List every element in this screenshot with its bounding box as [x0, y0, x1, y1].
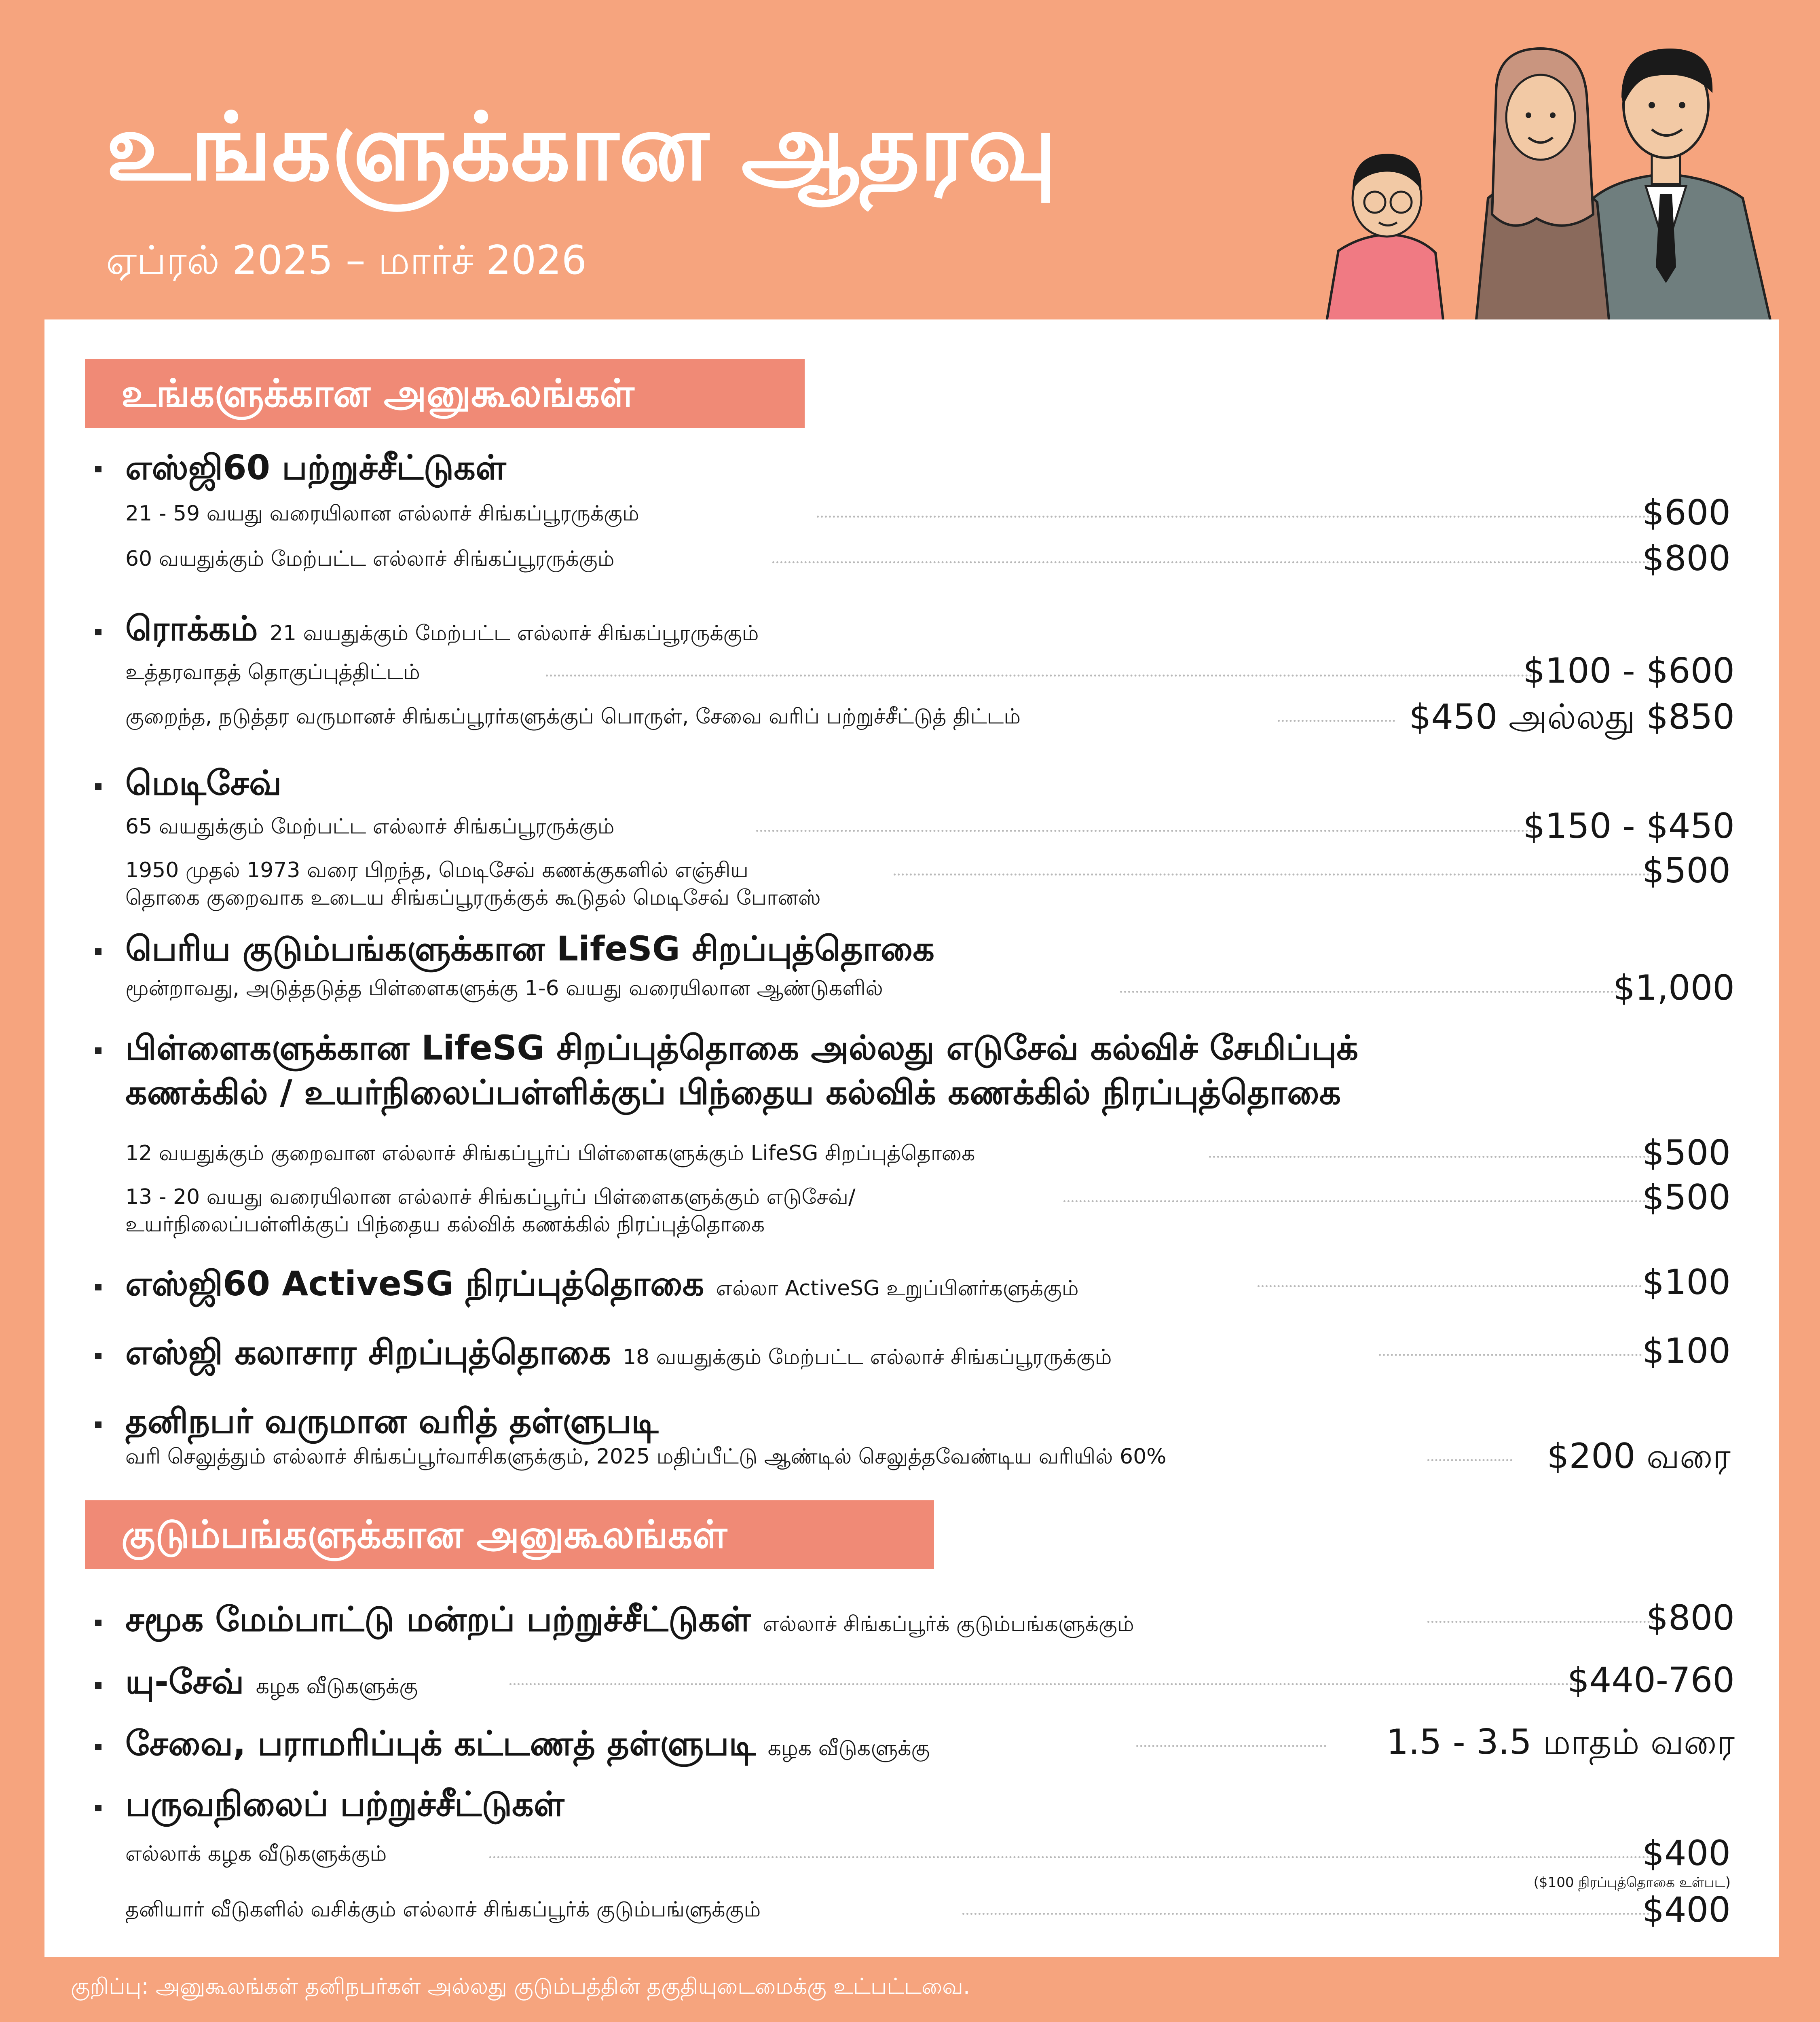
individual-benefits-heading: உங்களுக்கான அனுகூலங்கள் — [85, 359, 805, 428]
dotted-leader — [756, 830, 1533, 832]
dotted-leader — [1136, 1745, 1326, 1747]
amount-value: $450 அல்லது $850 — [1409, 697, 1735, 737]
item-title-scc-rebate: சேவை, பராமரிப்புக் கட்டணத் தள்ளுபடி கழக வீடுகளுக்கு — [125, 1724, 930, 1763]
amount-value: $400 — [1642, 1890, 1731, 1930]
bullet-icon — [95, 1047, 101, 1054]
amount-value: $200 வரை — [1547, 1436, 1731, 1476]
item-title-sg60-vouchers: எஸ்ஜி60 பற்றுச்சீட்டுகள் — [125, 448, 506, 487]
item-title-cash: ரொக்கம் 21 வயதுக்கும் மேற்பட்ட எல்லாச் சிங்கப்பூரருக்கும் — [125, 609, 759, 648]
line-label: 1950 முதல் 1973 வரை பிறந்த, மெடிசேவ் கணக்குகளில் எஞ்சிய — [125, 858, 749, 882]
child-figure — [1326, 154, 1444, 324]
inline-description: 18 வயதுக்கும் மேற்பட்ட எல்லாச் சிங்கப்பூரருக்கும் — [622, 1345, 1112, 1369]
amount-value: 1.5 - 3.5 மாதம் வரை — [1386, 1722, 1735, 1762]
amount-value: $600 — [1642, 493, 1731, 533]
bullet-icon — [95, 629, 101, 635]
dotted-leader — [894, 874, 1654, 876]
dotted-leader — [546, 675, 1533, 677]
line-label: தனியார் வீடுகளில் வசிக்கும் எல்லாச் சிங்கப்பூர்க் குடும்பங்ளுக்கும் — [125, 1897, 761, 1922]
dotted-leader — [1427, 1621, 1654, 1623]
bullet-icon — [95, 466, 101, 472]
dotted-leader — [509, 1683, 1577, 1685]
item-title-u-save: யு-சேவ் கழக வீடுகளுக்கு — [125, 1662, 418, 1701]
amount-value: $800 — [1642, 538, 1731, 579]
dotted-leader — [1120, 991, 1630, 993]
amount-note: ($100 நிரப்புத்தொகை உள்பட) — [1533, 1874, 1731, 1891]
dotted-leader — [772, 561, 1658, 563]
bullet-icon — [95, 1682, 101, 1689]
dotted-leader — [1258, 1285, 1642, 1287]
amount-value: $150 - $450 — [1523, 806, 1735, 846]
item-title-children-credits-continued: கணக்கில் / உயர்நிலைப்பள்ளிக்குப் பிந்தைய கல்விக் கணக்கில் நிரப்புத்தொகை — [125, 1072, 1341, 1112]
item-title-tax-rebate: தனிநபர் வருமான வரித் தள்ளுபடி — [125, 1401, 659, 1441]
dotted-leader — [1278, 720, 1395, 722]
period-subtitle: ஏப்ரல் 2025 – மார்ச் 2026 — [106, 237, 587, 283]
benefits-card — [44, 319, 1779, 1957]
inline-description: கழக வீடுகளுக்கு — [767, 1736, 930, 1760]
line-label: 60 வயதுக்கும் மேற்பட்ட எல்லாச் சிங்கப்பூரருக்கும் — [125, 547, 615, 571]
item-title-medisave: மெடிசேவ் — [125, 763, 282, 803]
woman-figure — [1476, 49, 1609, 324]
inline-description: எல்லா ActiveSG உறுப்பினர்களுக்கும் — [716, 1276, 1079, 1301]
header — [0, 0, 1820, 319]
amount-value: $500 — [1642, 850, 1731, 891]
line-label-continued: தொகை குறைவாக உடைய சிங்கப்பூரருக்குக் கூடுதல் மெடிசேவ் போனஸ் — [125, 886, 821, 910]
line-label: 65 வயதுக்கும் மேற்பட்ட எல்லாச் சிங்கப்பூரருக்கும் — [125, 814, 615, 839]
eligibility-footnote: குறிப்பு: அனுகூலங்கள் தனிநபர்கள் அல்லது குடும்பத்தின் தகுதியுடைமைக்கு உட்பட்டவை. — [71, 1973, 970, 1999]
item-title-activesg: எஸ்ஜி60 ActiveSG நிரப்புத்தொகை எல்லா ActiveSG உறுப்பினர்களுக்கும் — [125, 1264, 1079, 1303]
dotted-leader — [1427, 1459, 1512, 1461]
inline-description: கழக வீடுகளுக்கு — [256, 1674, 418, 1698]
line-label: 13 - 20 வயது வரையிலான எல்லாச் சிங்கப்பூர்ப் பிள்ளைகளுக்கும் எடுசேவ்/ — [125, 1185, 856, 1209]
dotted-leader — [817, 516, 1658, 518]
amount-value: $500 — [1642, 1177, 1731, 1218]
amount-value: $800 — [1646, 1598, 1735, 1638]
dotted-leader — [962, 1913, 1650, 1915]
dotted-leader — [489, 1856, 1654, 1858]
line-label: மூன்றாவது, அடுத்தடுத்த பிள்ளைகளுக்கு 1-6 வயது வரையிலான ஆண்டுகளில் — [125, 976, 883, 1000]
inline-description: 21 வயதுக்கும் மேற்பட்ட எல்லாச் சிங்கப்பூரருக்கும் — [269, 621, 759, 645]
amount-value: $100 - $600 — [1523, 651, 1735, 691]
line-label: எல்லாக் கழக வீடுகளுக்கும் — [125, 1842, 387, 1866]
household-benefits-heading: குடும்பங்களுக்கான அனுகூலங்கள் — [85, 1500, 934, 1569]
bullet-icon — [95, 783, 101, 790]
dotted-leader — [1063, 1200, 1654, 1202]
dotted-leader — [1209, 1156, 1654, 1158]
item-title-climate-vouchers: பருவநிலைப் பற்றுச்சீட்டுகள் — [125, 1784, 564, 1824]
dotted-leader — [1379, 1354, 1642, 1356]
line-label: வரி செலுத்தும் எல்லாச் சிங்கப்பூர்வாசிகளுக்கும், 2025 மதிப்பீட்டு ஆண்டில் செலுத்தவேண்டிய வரியில் 60% — [125, 1445, 1167, 1469]
bullet-icon — [95, 1805, 101, 1811]
amount-value: $100 — [1642, 1262, 1731, 1303]
line-label-continued: உயர்நிலைப்பள்ளிக்குப் பிந்தைய கல்விக் கணக்கில் நிரப்புத்தொகை — [125, 1212, 765, 1237]
line-label: குறைந்த, நடுத்தர வருமானச் சிங்கப்பூரர்களுக்குப் பொருள், சேவை வரிப் பற்றுச்சீட்டுத் திட்டம் — [125, 704, 1021, 729]
amount-value: $500 — [1642, 1133, 1731, 1173]
amount-value: $400 — [1642, 1833, 1731, 1874]
bullet-icon — [95, 1620, 101, 1626]
page-title: உங்களுக்கான ஆதரவு — [106, 93, 1057, 201]
item-title-culture-pass: எஸ்ஜி கலாசார சிறப்புத்தொகை 18 வயதுக்கும் மேற்பட்ட எல்லாச் சிங்கப்பூரருக்கும் — [125, 1332, 1112, 1372]
bullet-icon — [95, 948, 101, 955]
item-title-large-families: பெரிய குடும்பங்களுக்கான LifeSG சிறப்புத்தொகை — [125, 929, 934, 969]
bullet-icon — [95, 1421, 101, 1428]
bullet-icon — [95, 1353, 101, 1359]
line-label: 21 - 59 வயது வரையிலான எல்லாச் சிங்கப்பூரருக்கும் — [125, 501, 639, 526]
item-title-cdc-vouchers: சமூக மேம்பாட்டு மன்றப் பற்றுச்சீட்டுகள் எல்லாச் சிங்கப்பூர்க் குடும்பங்களுக்கும் — [125, 1599, 1134, 1639]
amount-value: $100 — [1642, 1331, 1731, 1371]
inline-description: எல்லாச் சிங்கப்பூர்க் குடும்பங்களுக்கும் — [763, 1612, 1134, 1636]
bullet-icon — [95, 1284, 101, 1290]
bullet-icon — [95, 1744, 101, 1750]
family-illustration — [1286, 24, 1795, 324]
amount-value: $440-760 — [1567, 1660, 1735, 1701]
item-title-children-credits: பிள்ளைகளுக்கான LifeSG சிறப்புத்தொகை அல்லது எடுசேவ் கல்விச் சேமிப்புக் — [125, 1028, 1359, 1068]
amount-value: $1,000 — [1613, 968, 1735, 1008]
line-label: உத்தரவாதத் தொகுப்புத்திட்டம் — [125, 660, 420, 684]
line-label: 12 வயதுக்கும் குறைவான எல்லாச் சிங்கப்பூர்ப் பிள்ளைகளுக்கும் LifeSG சிறப்புத்தொகை — [125, 1141, 975, 1165]
